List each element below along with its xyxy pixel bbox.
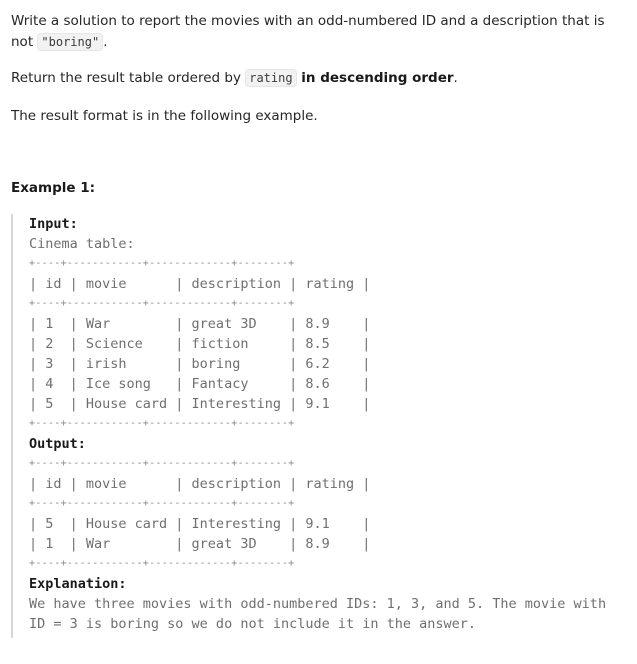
ordering-text: Return the result table ordered by	[11, 70, 246, 86]
output-table-row: | 1 | War | great 3D | 8.9 |	[29, 536, 371, 552]
input-table-header: | id | movie | description | rating |	[29, 276, 371, 292]
input-table-row: | 1 | War | great 3D | 8.9 |	[29, 316, 371, 332]
descending-order-text: in descending order	[296, 70, 454, 86]
input-table-row: | 3 | irish | boring | 6.2 |	[29, 356, 371, 372]
output-label: Output:	[29, 436, 86, 452]
problem-statement	[11, 11, 621, 53]
explanation-text: ID = 3 is boring so we do not include it in the answer.	[29, 616, 477, 632]
table-border: +----+------------+-------------+--------+	[29, 418, 295, 429]
input-table-row: | 4 | Ice song | Fantacy | 8.6 |	[29, 376, 371, 392]
input-label: Input:	[29, 216, 78, 232]
statement-text: Write a solution to report the movies with an odd-numbered ID and a description that is not	[11, 13, 605, 50]
output-table-row: | 5 | House card | Interesting | 9.1 |	[29, 516, 371, 532]
boring-code: "boring"	[37, 33, 103, 51]
example-title: Example 1:	[11, 180, 96, 196]
input-table-row: | 5 | House card | Interesting | 9.1 |	[29, 396, 371, 412]
table-border: +----+------------+-------------+--------+	[29, 258, 295, 269]
statement-period: .	[103, 34, 108, 50]
explanation-text: We have three movies with odd-numbered IDs: 1, 3, and 5. The movie with	[29, 596, 607, 612]
format-statement: The result format is in the following example.	[11, 108, 318, 124]
input-table-row: | 2 | Science | fiction | 8.5 |	[29, 336, 371, 352]
example-block	[11, 214, 606, 638]
output-table-header: | id | movie | description | rating |	[29, 476, 371, 492]
ordering-period: .	[453, 70, 458, 86]
input-caption: Cinema table:	[29, 236, 135, 252]
table-border: +----+------------+-------------+--------+	[29, 298, 295, 309]
table-border: +----+------------+-------------+--------+	[29, 458, 295, 469]
rating-code: rating	[245, 69, 296, 87]
ordering-statement	[11, 68, 458, 89]
table-border: +----+------------+-------------+--------+	[29, 498, 295, 509]
explanation-label: Explanation:	[29, 576, 127, 592]
table-border: +----+------------+-------------+--------+	[29, 558, 295, 569]
